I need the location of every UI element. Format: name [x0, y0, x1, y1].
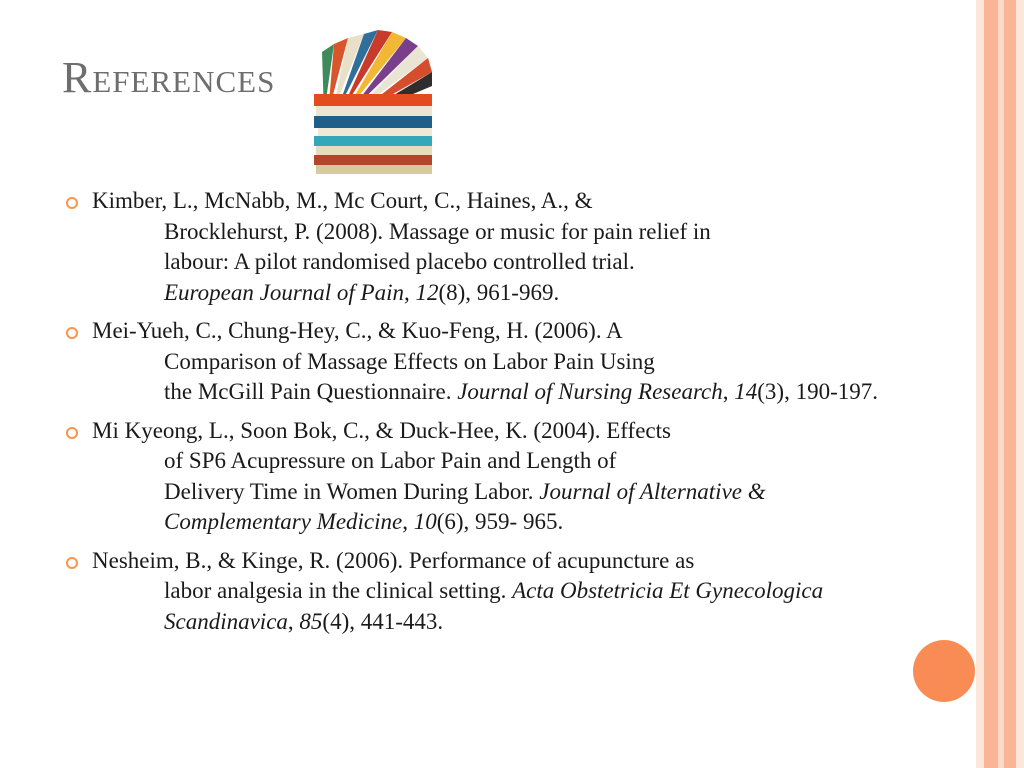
ref-separator: , — [402, 509, 414, 534]
list-item — [66, 316, 896, 408]
ref-journal: Acta Obstetricia Et Gynecologica Scandinavica — [164, 578, 824, 634]
ref-journal: Journal of Alternative & Complementary Medicine — [164, 478, 766, 534]
ref-authors: Mi Kyeong, L., Soon Bok, C., & Duck-Hee, K. (2004). Effects — [92, 417, 671, 443]
list-item — [66, 546, 896, 638]
decorative-circle — [913, 640, 975, 702]
ref-issue-pages: (3), 190-197. — [757, 379, 878, 404]
ref-volume: 85 — [299, 608, 323, 634]
list-item — [66, 416, 896, 538]
ref-text: the McGill Pain Questionnaire. — [164, 379, 458, 404]
stack-of-books-icon — [314, 24, 432, 174]
ref-issue-pages: (4), 441-443. — [322, 608, 444, 634]
ref-issue-pages: (8), 961-969. — [438, 279, 560, 305]
ref-text: Comparison of Massage Effects on Labor Pain Using — [164, 348, 655, 374]
ref-text: labor analgesia in the clinical setting. — [164, 578, 513, 603]
reference-list — [66, 186, 896, 645]
ref-volume: 10 — [413, 509, 437, 534]
ref-text: labour: A pilot randomised placebo controlled trial. — [164, 249, 635, 274]
decorative-stripes — [976, 0, 1024, 768]
ref-separator: , — [403, 279, 416, 305]
ref-journal: Journal of Nursing Research — [457, 379, 723, 404]
ref-authors: Mei-Yueh, C., Chung-Hey, C., & Kuo-Feng, H. (2006). A — [92, 318, 623, 343]
ref-authors: Nesheim, B., & Kinge, R. (2006). Performance of acupuncture as — [92, 547, 695, 573]
ref-text: Delivery Time in Women During Labor. — [164, 478, 540, 504]
bullet-icon — [66, 427, 78, 439]
ref-separator: , — [722, 379, 735, 404]
list-item — [66, 186, 896, 308]
ref-issue-pages: (6), 959- 965. — [436, 509, 564, 534]
ref-authors: Kimber, L., McNabb, M., Mc Court, C., Haines, A., & — [92, 188, 593, 213]
slide-title: References — [62, 53, 276, 102]
ref-journal: European Journal of Pain — [164, 279, 404, 305]
ref-text: of SP6 Acupressure on Labor Pain and Length of — [164, 448, 617, 473]
ref-volume: 12 — [415, 279, 439, 305]
bullet-icon — [66, 327, 78, 339]
ref-separator: , — [287, 608, 300, 634]
bullet-icon — [66, 197, 78, 209]
ref-text: Brocklehurst, P. (2008). Massage or music for pain relief in — [164, 218, 711, 244]
ref-volume: 14 — [734, 379, 758, 404]
bullet-icon — [66, 557, 78, 569]
